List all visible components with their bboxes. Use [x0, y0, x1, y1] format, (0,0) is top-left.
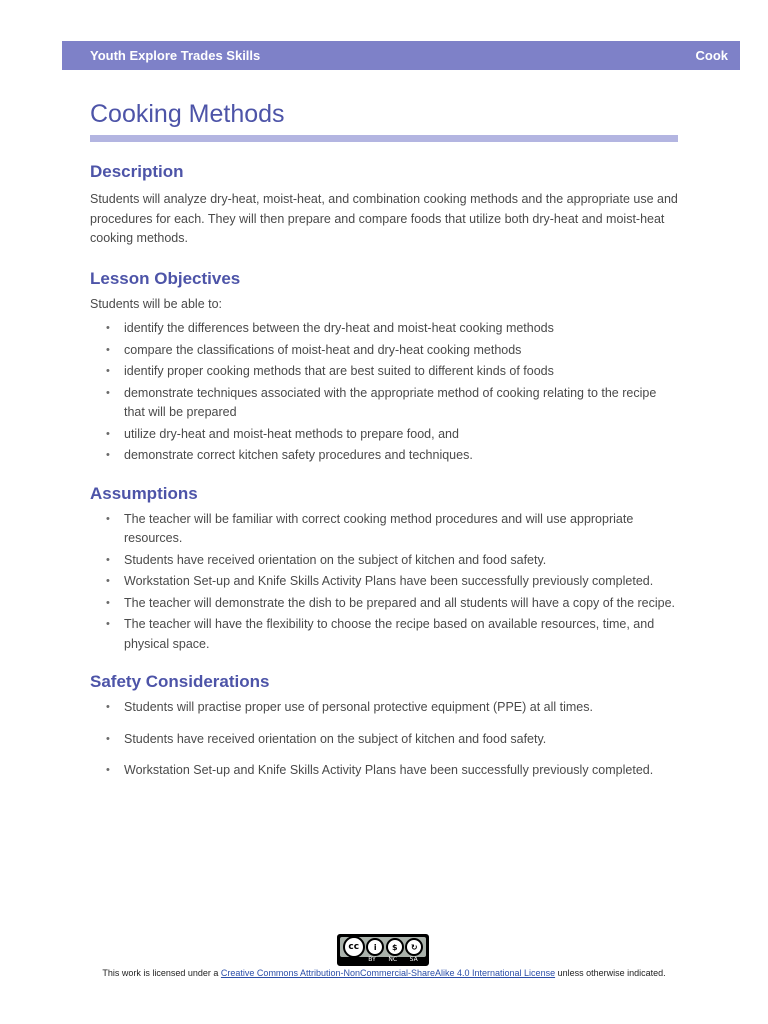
objectives-list	[90, 319, 680, 466]
badge-label-by: BY	[368, 956, 376, 963]
objectives-section	[90, 268, 680, 466]
badge-label-sa: SA	[409, 956, 418, 963]
list-item: • utilize dry-heat and moist-heat methods to prepare food, and	[90, 425, 680, 445]
description-text: Students will analyze dry-heat, moist-heat, and combination cooking methods and the appropriate use and procedures for each. They will then prepare and compare foods that utilize both dry-heat and moist-heat cooking methods.	[90, 192, 678, 245]
bullet-icon: •	[106, 512, 110, 525]
attribution-icon: i	[366, 938, 384, 956]
list-item: • identify the differences between the dry-heat and moist-heat cooking methods	[90, 319, 680, 339]
trade-name: Cook	[695, 48, 728, 63]
objectives-heading: Lesson Objectives	[90, 268, 241, 288]
bullet-icon: •	[106, 322, 110, 334]
title-divider	[90, 135, 678, 142]
list-item: • The teacher will demonstrate the dish to be prepared and all students will have a copy of the recipe.	[90, 594, 680, 614]
bullet-icon: •	[106, 596, 110, 609]
bullet-icon: •	[106, 365, 110, 377]
bullet-icon: •	[106, 701, 110, 713]
assumptions-heading: Assumptions	[90, 483, 198, 503]
list-item: • Workstation Set-up and Knife Skills Activity Plans have been successfully previously completed.	[90, 572, 680, 592]
license-link[interactable]: Creative Commons Attribution-NonCommercial-ShareAlike 4.0 International License	[220, 968, 556, 978]
cc-icon: cc	[343, 936, 365, 958]
assumptions-section	[90, 483, 680, 655]
description-heading: Description	[90, 162, 184, 181]
badge-label-nc: NC	[388, 956, 398, 963]
safety-heading: Safety Considerations	[90, 672, 270, 691]
safety-list	[90, 698, 680, 781]
header-bar	[62, 41, 740, 70]
list-item: • Students have received orientation on the subject of kitchen and food safety.	[90, 730, 680, 750]
bullet-icon: •	[106, 427, 110, 440]
list-item: • identify proper cooking methods that are best suited to different kinds of foods	[90, 362, 680, 382]
license-footer	[0, 968, 768, 978]
list-item: • Workstation Set-up and Knife Skills Activity Plans have been successfully previously completed.	[90, 761, 680, 781]
bullet-icon: •	[106, 553, 110, 566]
assumptions-list	[90, 510, 680, 655]
safety-section	[90, 671, 680, 781]
list-item: • Students have received orientation on the subject of kitchen and food safety.	[90, 551, 680, 571]
page-title: Cooking Methods	[90, 100, 285, 128]
objectives-intro: Students will be able to:	[90, 296, 223, 311]
bullet-icon: •	[106, 764, 110, 776]
list-item: • Students will practise proper use of personal protective equipment (PPE) at all times.	[90, 698, 680, 718]
bullet-icon: •	[106, 732, 110, 745]
cc-license-badge-icon[interactable]	[337, 934, 429, 966]
footer-suffix: unless otherwise indicated.	[555, 968, 666, 978]
list-item: • The teacher will have the flexibility to choose the recipe based on available resources, time, and physical space.	[106, 617, 655, 651]
program-name: Youth Explore Trades Skills	[90, 48, 261, 63]
sharealike-icon: ↻	[405, 938, 423, 956]
bullet-icon: •	[106, 575, 110, 587]
main-content	[90, 96, 680, 793]
description-section	[90, 161, 680, 249]
list-item: • demonstrate techniques associated with the appropriate method of cooking relating to the recipe that will be prepared	[106, 385, 657, 419]
list-item: • demonstrate correct kitchen safety procedures and techniques.	[90, 446, 680, 466]
list-item: • The teacher will be familiar with correct cooking method procedures and will use appropriate resources.	[106, 511, 634, 545]
bullet-icon: •	[106, 386, 110, 399]
footer-prefix: This work is licensed under a	[102, 968, 221, 978]
list-item: • compare the classifications of moist-heat and dry-heat cooking methods	[90, 341, 680, 361]
bullet-icon: •	[106, 449, 110, 461]
bullet-icon: •	[106, 343, 110, 356]
noncommercial-icon: $	[386, 938, 404, 956]
bullet-icon: •	[106, 618, 110, 630]
